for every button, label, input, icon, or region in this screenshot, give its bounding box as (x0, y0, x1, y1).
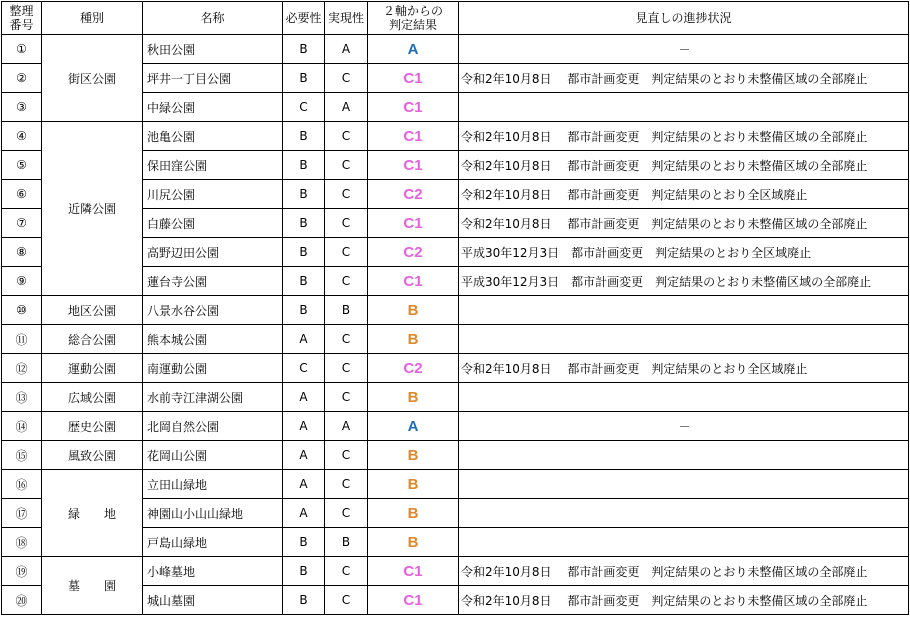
judgement-result-label: C1 (403, 591, 423, 609)
judgement-result (368, 93, 459, 122)
park-name: 白藤公園 (143, 209, 283, 238)
park-name: 坪井一丁目公園 (143, 64, 283, 93)
park-kind: 近隣公園 (42, 122, 143, 296)
judgement-result (368, 180, 459, 209)
review-status (459, 470, 909, 499)
judgement-result (368, 296, 459, 325)
row-number: ⑲ (2, 557, 42, 586)
header-kind: 種別 (42, 2, 143, 35)
judgement-result-label: A (407, 417, 419, 435)
header-status: 見直しの進捗状況 (459, 2, 909, 35)
judgement-result (368, 354, 459, 383)
table-row (2, 296, 909, 325)
park-name: 保田窪公園 (143, 151, 283, 180)
row-number: ⑧ (2, 238, 42, 267)
necessity-value: B (283, 209, 325, 238)
judgement-result-label: A (407, 40, 419, 58)
judgement-result-label: C1 (403, 98, 423, 116)
necessity-value: B (283, 122, 325, 151)
feasibility-value: C (325, 209, 368, 238)
header-name: 名称 (143, 2, 283, 35)
feasibility-value: C (325, 238, 368, 267)
judgement-result-label: B (407, 388, 419, 406)
table-row (2, 470, 909, 499)
judgement-result (368, 383, 459, 412)
review-status: 令和2年10月8日 都市計画変更 判定結果のとおり未整備区域の全部廃止 (459, 557, 909, 586)
feasibility-value: C (325, 325, 368, 354)
table-row (2, 557, 909, 586)
table-row (2, 383, 909, 412)
feasibility-value: C (325, 586, 368, 615)
judgement-result-label: C2 (403, 185, 423, 203)
necessity-value: B (283, 296, 325, 325)
header-result: ２軸からの 判定結果 (368, 2, 459, 35)
judgement-result-label: B (407, 330, 419, 348)
row-number: ⑬ (2, 383, 42, 412)
judgement-result (368, 325, 459, 354)
table-row (2, 441, 909, 470)
feasibility-value: B (325, 296, 368, 325)
judgement-result-label: C1 (403, 156, 423, 174)
park-name: 水前寺江津湖公園 (143, 383, 283, 412)
judgement-result (368, 267, 459, 296)
judgement-result (368, 35, 459, 64)
park-name: 神園山小山山緑地 (143, 499, 283, 528)
review-status: 令和2年10月8日 都市計画変更 判定結果のとおり未整備区域の全部廃止 (459, 209, 909, 238)
necessity-value: A (283, 383, 325, 412)
review-status (459, 93, 909, 122)
table-row (2, 35, 909, 64)
park-name: 立田山緑地 (143, 470, 283, 499)
feasibility-value: A (325, 412, 368, 441)
necessity-value: B (283, 267, 325, 296)
table-row (2, 412, 909, 441)
park-name: 八景水谷公園 (143, 296, 283, 325)
row-number: ⑱ (2, 528, 42, 557)
necessity-value: B (283, 557, 325, 586)
necessity-value: B (283, 180, 325, 209)
row-number: ⑫ (2, 354, 42, 383)
row-number: ⑮ (2, 441, 42, 470)
judgement-result (368, 412, 459, 441)
park-kind: 風致公園 (42, 441, 143, 470)
table-body (2, 35, 909, 615)
feasibility-value: C (325, 557, 368, 586)
necessity-value: A (283, 412, 325, 441)
park-name: 川尻公園 (143, 180, 283, 209)
necessity-value: C (283, 354, 325, 383)
feasibility-value: C (325, 354, 368, 383)
judgement-result (368, 586, 459, 615)
row-number: ⑥ (2, 180, 42, 209)
judgement-result (368, 557, 459, 586)
park-name: 花岡山公園 (143, 441, 283, 470)
review-status: 令和2年10月8日 都市計画変更 判定結果のとおり未整備区域の全部廃止 (459, 586, 909, 615)
necessity-value: B (283, 528, 325, 557)
review-status (459, 528, 909, 557)
review-status (459, 499, 909, 528)
judgement-result-label: B (407, 301, 419, 319)
park-kind: 歴史公園 (42, 412, 143, 441)
necessity-value: B (283, 64, 325, 93)
row-number: ⑰ (2, 499, 42, 528)
review-status: 平成30年12月3日 都市計画変更 判定結果のとおり未整備区域の全部廃止 (459, 267, 909, 296)
row-number: ⑳ (2, 586, 42, 615)
necessity-value: B (283, 238, 325, 267)
header-row (2, 2, 909, 35)
park-name: 中緑公園 (143, 93, 283, 122)
feasibility-value: C (325, 180, 368, 209)
judgement-result (368, 528, 459, 557)
necessity-value: B (283, 151, 325, 180)
judgement-result-label: B (407, 533, 419, 551)
park-name: 熊本城公園 (143, 325, 283, 354)
feasibility-value: A (325, 35, 368, 64)
park-name: 蓮台寺公園 (143, 267, 283, 296)
header-necessity: 必要性 (283, 2, 325, 35)
park-kind: 運動公園 (42, 354, 143, 383)
review-status: － (459, 412, 909, 441)
review-status: 令和2年10月8日 都市計画変更 判定結果のとおり未整備区域の全部廃止 (459, 64, 909, 93)
row-number: ⑤ (2, 151, 42, 180)
necessity-value: A (283, 325, 325, 354)
review-status: 令和2年10月8日 都市計画変更 判定結果のとおり全区域廃止 (459, 354, 909, 383)
row-number: ① (2, 35, 42, 64)
review-status: 令和2年10月8日 都市計画変更 判定結果のとおり未整備区域の全部廃止 (459, 151, 909, 180)
header-no: 整理 番号 (2, 2, 42, 35)
necessity-value: A (283, 441, 325, 470)
judgement-result (368, 64, 459, 93)
park-kind: 地区公園 (42, 296, 143, 325)
feasibility-value: C (325, 151, 368, 180)
park-kind: 街区公園 (42, 35, 143, 122)
feasibility-value: C (325, 383, 368, 412)
necessity-value: C (283, 93, 325, 122)
feasibility-value: C (325, 64, 368, 93)
judgement-result-label: C1 (403, 127, 423, 145)
park-name: 秋田公園 (143, 35, 283, 64)
review-status: 令和2年10月8日 都市計画変更 判定結果のとおり全区域廃止 (459, 180, 909, 209)
judgement-result (368, 209, 459, 238)
necessity-value: A (283, 499, 325, 528)
park-name: 高野辺田公園 (143, 238, 283, 267)
necessity-value: B (283, 586, 325, 615)
judgement-result-label: C1 (403, 562, 423, 580)
park-name: 北岡自然公園 (143, 412, 283, 441)
judgement-result-label: C1 (403, 214, 423, 232)
row-number: ⑪ (2, 325, 42, 354)
park-name: 小峰墓地 (143, 557, 283, 586)
feasibility-value: B (325, 528, 368, 557)
review-status (459, 441, 909, 470)
table-row (2, 354, 909, 383)
judgement-result-label: B (407, 446, 419, 464)
row-number: ⑦ (2, 209, 42, 238)
necessity-value: B (283, 35, 325, 64)
row-number: ⑯ (2, 470, 42, 499)
feasibility-value: C (325, 470, 368, 499)
judgement-result (368, 238, 459, 267)
judgement-result (368, 441, 459, 470)
park-kind: 墓 園 (42, 557, 143, 615)
park-kind: 緑 地 (42, 470, 143, 557)
park-review-table (1, 1, 909, 615)
header-feasibility: 実現性 (325, 2, 368, 35)
feasibility-value: A (325, 93, 368, 122)
judgement-result-label: B (407, 504, 419, 522)
feasibility-value: C (325, 267, 368, 296)
row-number: ⑭ (2, 412, 42, 441)
table-row (2, 325, 909, 354)
judgement-result (368, 470, 459, 499)
review-status (459, 383, 909, 412)
judgement-result-label: C1 (403, 69, 423, 87)
row-number: ⑩ (2, 296, 42, 325)
review-status: 令和2年10月8日 都市計画変更 判定結果のとおり未整備区域の全部廃止 (459, 122, 909, 151)
park-kind: 総合公園 (42, 325, 143, 354)
judgement-result (368, 151, 459, 180)
judgement-result (368, 122, 459, 151)
feasibility-value: C (325, 441, 368, 470)
park-name: 南運動公園 (143, 354, 283, 383)
park-name: 池亀公園 (143, 122, 283, 151)
review-status (459, 296, 909, 325)
park-name: 城山墓園 (143, 586, 283, 615)
row-number: ② (2, 64, 42, 93)
table-row (2, 122, 909, 151)
row-number: ③ (2, 93, 42, 122)
judgement-result-label: C2 (403, 243, 423, 261)
judgement-result-label: C1 (403, 272, 423, 290)
row-number: ④ (2, 122, 42, 151)
necessity-value: A (283, 470, 325, 499)
feasibility-value: C (325, 499, 368, 528)
park-name: 戸島山緑地 (143, 528, 283, 557)
park-kind: 広域公園 (42, 383, 143, 412)
review-status (459, 325, 909, 354)
judgement-result-label: C2 (403, 359, 423, 377)
feasibility-value: C (325, 122, 368, 151)
row-number: ⑨ (2, 267, 42, 296)
judgement-result (368, 499, 459, 528)
review-status: － (459, 35, 909, 64)
judgement-result-label: B (407, 475, 419, 493)
review-status: 平成30年12月3日 都市計画変更 判定結果のとおり全区域廃止 (459, 238, 909, 267)
